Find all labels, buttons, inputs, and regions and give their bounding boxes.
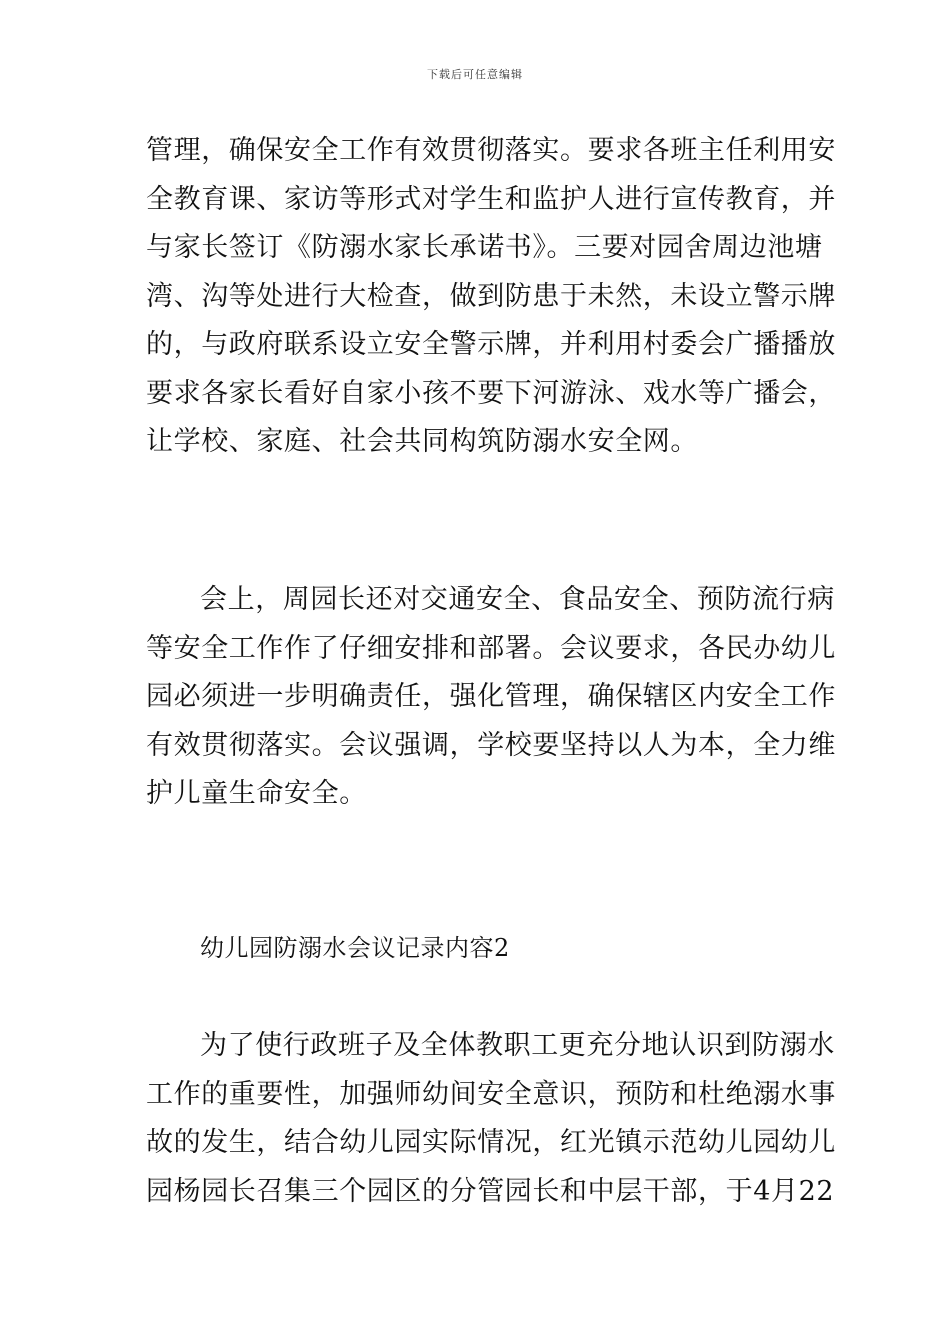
paragraph-2-line: 等安全工作作了仔细安排和部署。会议要求，各民办幼儿 — [146, 632, 836, 664]
paragraph-1-line: 的，与政府联系设立安全警示牌，并利用村委会广播播放 — [146, 329, 836, 360]
paragraph-1 — [146, 127, 836, 467]
paragraph-1-line: 管理，确保安全工作有效贯彻落实。要求各班主任利用安 — [146, 135, 836, 166]
paragraph-2-line: 会上，周园长还对交通安全、食品安全、预防流行病 — [200, 584, 835, 615]
section-heading-block — [146, 931, 808, 965]
header-note: 下载后可任意编辑 — [427, 68, 523, 81]
paragraph-2-line: 有效贯彻落实。会议强调，学校要坚持以人为本，全力维 — [146, 729, 836, 761]
section-heading: 幼儿园防溺水会议记录内容2 — [200, 934, 510, 962]
paragraph-2-line: 园必须进一步明确责任，强化管理，确保辖区内安全工作 — [146, 681, 836, 712]
paragraph-3-line: 工作的重要性，加强师幼间安全意识，预防和杜绝溺水事 — [146, 1078, 836, 1110]
paragraph-3 — [146, 1022, 836, 1216]
paragraph-2-line: 护儿童生命安全。 — [146, 778, 367, 809]
paragraph-1-line: 让学校、家庭、社会共同构筑防溺水安全网。 — [146, 426, 698, 457]
paragraph-3-line: 故的发生，结合幼儿园实际情况，红光镇示范幼儿园幼儿 — [146, 1127, 836, 1158]
paragraph-2 — [146, 576, 836, 819]
paragraph-1-line: 与家长签订《防溺水家长承诺书》。三要对园舍周边池塘 — [146, 232, 823, 263]
paragraph-1-line: 湾、沟等处进行大检查，做到防患于未然，未设立警示牌 — [146, 280, 836, 312]
paragraph-3-line: 为了使行政班子及全体教职工更充分地认识到防溺水 — [200, 1030, 835, 1061]
paragraph-1-line: 全教育课、家访等形式对学生和监护人进行宣传教育，并 — [146, 183, 836, 215]
paragraph-1-line: 要求各家长看好自家小孩不要下河游泳、戏水等广播会， — [146, 377, 836, 409]
paragraph-3-line: 园杨园长召集三个园区的分管园长和中层干部，于4月22 — [146, 1175, 835, 1207]
